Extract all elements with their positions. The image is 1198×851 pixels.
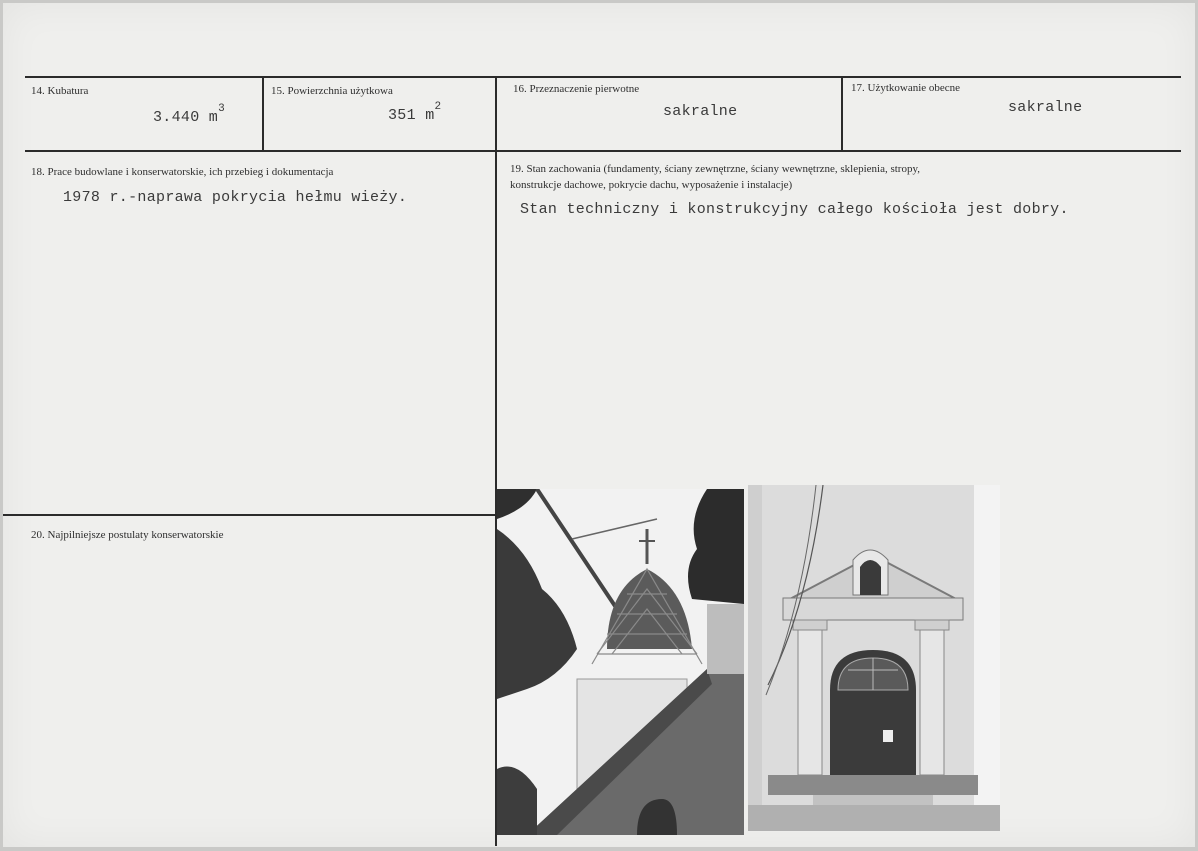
field-14-value: 3.440 $m^3$ — [153, 103, 226, 126]
field-20-label: 20. Najpilniejsze postulaty konserwatorskie — [31, 529, 224, 541]
inventory-card — [3, 3, 1195, 847]
field-14-label: 14. Kubatura — [31, 85, 89, 97]
field-19-label-line2: konstrukcje dachowe, pokrycie dachu, wyposażenie i instalacje) — [510, 179, 793, 191]
field-15-value: 351 $m^2$ — [388, 101, 442, 124]
row1-bottom-rule — [25, 150, 1181, 152]
col-divider-3 — [841, 76, 843, 151]
field-18-label: 18. Prace budowlane i konserwatorskie, ich przebieg i dokumentacja — [31, 166, 334, 178]
top-rule — [25, 76, 1181, 78]
col-divider-1 — [262, 76, 264, 151]
field-16-label: 16. Przeznaczenie pierwotne — [513, 83, 640, 95]
field-19-label-line1: 19. Stan zachowania (fundamenty, ściany zewnętrzne, ściany wewnętrzne, sklepienia, stropy, — [510, 163, 921, 175]
row2-bottom-rule — [3, 514, 495, 516]
photo-tower-scaffolding — [497, 489, 744, 835]
field-17-label: 17. Użytkowanie obecne — [851, 82, 961, 94]
field-16-value: sakralne — [663, 103, 738, 120]
field-19-value: Stan techniczny i konstrukcyjny całego kościoła jest dobry. — [520, 201, 1069, 218]
field-18-value: 1978 r.-naprawa pokrycia hełmu wieży. — [63, 189, 408, 206]
photo-church-portal — [748, 485, 1000, 831]
field-15-label: 15. Powierzchnia użytkowa — [271, 85, 393, 97]
field-17-value: sakralne — [1008, 99, 1083, 116]
